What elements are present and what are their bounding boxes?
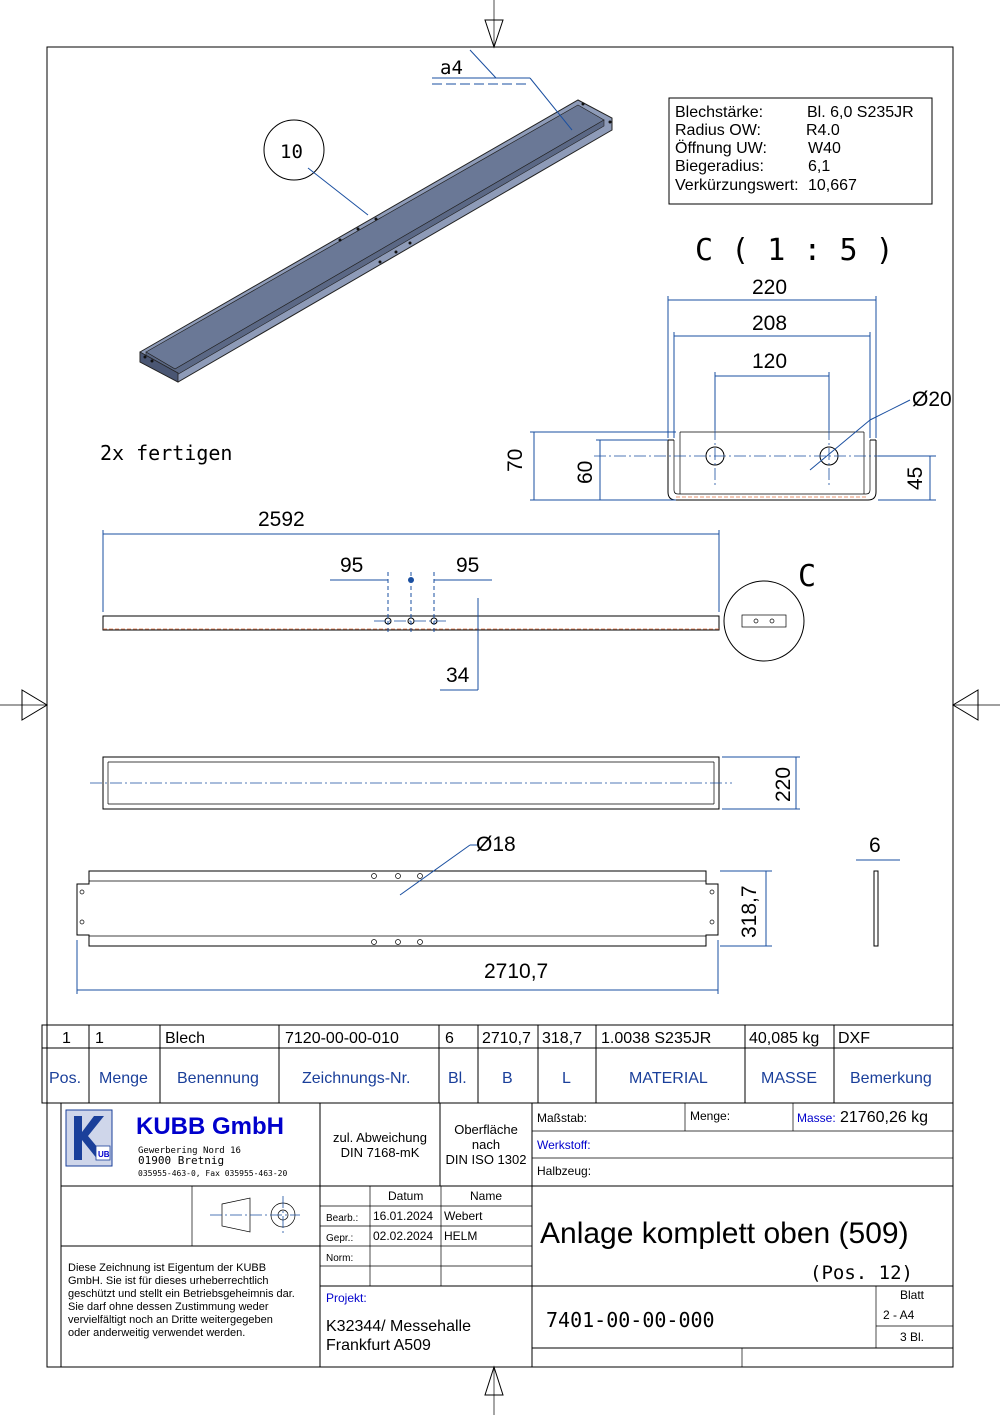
bom-hdr-menge: Menge — [99, 1070, 148, 1087]
title-block — [61, 1103, 953, 1367]
gepr-label: Gepr.: — [326, 1233, 354, 1244]
kubb-logo — [66, 1110, 112, 1166]
bom-hdr-bemerkung: Bemerkung — [850, 1070, 932, 1087]
info-label: Öffnung UW: — [675, 140, 767, 157]
surface-1: Oberfläche — [454, 1122, 518, 1137]
surface-2: nach — [471, 1137, 501, 1152]
bom-hdr-masse: MASSE — [761, 1070, 818, 1087]
dim-95-right: 95 — [456, 554, 480, 577]
mass-value: 21760,26 kg — [840, 1109, 929, 1126]
date-header: Datum — [388, 1189, 424, 1203]
production-note: 2x fertigen — [100, 441, 233, 465]
project-label: Projekt: — [326, 1291, 367, 1305]
bom-table — [42, 1025, 953, 1103]
bom-menge: 1 — [95, 1030, 104, 1047]
name-header: Name — [470, 1189, 503, 1203]
ownership-line: vervielfältigt noch an Dritte weitergegeben — [68, 1314, 273, 1326]
company-city: 01900 Bretnig — [138, 1154, 225, 1167]
dim-45: 45 — [904, 466, 927, 490]
bom-bemerkung: DXF — [838, 1030, 870, 1047]
bom-bl: 6 — [445, 1030, 454, 1047]
bom-hdr-b: B — [502, 1070, 513, 1087]
qty-label: Menge: — [690, 1109, 731, 1123]
side-view — [103, 508, 816, 690]
info-value: W40 — [808, 140, 841, 157]
dim-95-left: 95 — [340, 554, 364, 577]
tolerance-1: zul. Abweichung — [333, 1130, 427, 1145]
isometric-view — [140, 100, 612, 382]
weld-label: a4 — [440, 57, 463, 79]
dim-208: 208 — [752, 312, 788, 335]
sheet-count: 3 Bl. — [900, 1330, 925, 1344]
company-name: KUBB GmbH — [136, 1113, 284, 1140]
svg-text:UB: UB — [98, 1150, 110, 1159]
bom-hdr-zeichnung: Zeichnungs-Nr. — [302, 1070, 411, 1087]
mass-label: Masse: — [797, 1111, 836, 1125]
balloon-10 — [264, 120, 368, 215]
info-label: Blechstärke: — [675, 104, 764, 121]
projection-symbol-icon — [210, 1196, 300, 1234]
dim-220: 220 — [752, 276, 788, 299]
scale-label: Maßstab: — [537, 1111, 588, 1125]
sheet-label: Blatt — [900, 1288, 925, 1302]
bom-hdr-l: L — [562, 1070, 571, 1087]
bearb-name: Webert — [444, 1209, 483, 1223]
detail-c-label: C — [798, 559, 817, 594]
company-address: Gewerbering Nord 16 — [138, 1146, 241, 1156]
sheet-info-box — [669, 98, 932, 204]
surface-3: DIN ISO 1302 — [445, 1152, 527, 1167]
bom-hdr-pos: Pos. — [49, 1070, 82, 1087]
ownership-line: GmbH. Sie ist für dieses urheberrechtlich — [68, 1275, 269, 1287]
ownership-line: oder anderweitig verwendet werden. — [68, 1327, 246, 1339]
bom-hdr-bl: Bl. — [448, 1070, 467, 1087]
dim-2710-7: 2710,7 — [484, 960, 549, 983]
company-phone: 035955-463-0, Fax 035955-463-20 — [138, 1169, 288, 1178]
bom-b: 2710,7 — [482, 1030, 531, 1047]
gepr-name: HELM — [444, 1229, 478, 1243]
project-line-1: K32344/ Messehalle — [326, 1318, 471, 1335]
ownership-line: geschützt und stellt ein Betriebsgeheimnis dar. — [68, 1288, 295, 1300]
info-label: Verkürzungswert: — [675, 177, 799, 194]
detail-c-view — [504, 233, 952, 500]
drawing-title: Anlage komplett oben (509) — [540, 1217, 909, 1250]
bearb-date: 16.01.2024 — [373, 1209, 434, 1223]
gepr-date: 02.02.2024 — [373, 1229, 434, 1243]
bom-pos: 1 — [62, 1030, 71, 1047]
top-view — [90, 757, 800, 809]
project-line-2: Frankfurt A509 — [326, 1337, 431, 1354]
bom-masse: 40,085 kg — [749, 1030, 820, 1047]
drawing-number: 7401-00-00-000 — [546, 1308, 715, 1332]
dim-70: 70 — [504, 448, 527, 472]
dim-34: 34 — [446, 664, 470, 687]
balloon-label: 10 — [280, 141, 303, 163]
detail-title: C ( 1 : 5 ) — [695, 233, 894, 268]
info-label: Biegeradius: — [675, 158, 764, 175]
info-value: Bl. 6,0 S235JR — [807, 104, 914, 121]
info-value: R4.0 — [806, 122, 840, 139]
bom-hdr-benennung: Benennung — [177, 1070, 259, 1087]
sheet-number: 2 - A4 — [883, 1308, 915, 1322]
bom-l: 318,7 — [542, 1030, 583, 1047]
ownership-line: Diese Zeichnung ist Eigentum der KUBB — [68, 1262, 267, 1274]
ownership-line: Sie darf ohne dessen Zustimmung weder — [68, 1301, 269, 1313]
info-value: 10,667 — [808, 177, 857, 194]
bearb-label: Bearb.: — [326, 1213, 359, 1224]
bom-zeichnung: 7120-00-00-010 — [285, 1030, 399, 1047]
dim-120: 120 — [752, 350, 788, 373]
bom-material: 1.0038 S235JR — [601, 1030, 712, 1047]
bom-hdr-material: MATERIAL — [629, 1070, 708, 1087]
norm-label: Norm: — [326, 1253, 354, 1264]
dim-60: 60 — [574, 460, 597, 484]
dim-318-7: 318,7 — [738, 885, 761, 938]
semi-label: Halbzeug: — [537, 1164, 592, 1178]
flat-pattern-view — [77, 833, 900, 994]
info-label: Radius OW: — [675, 122, 761, 139]
material-label: Werkstoff: — [537, 1138, 591, 1152]
dim-dia20: Ø20 — [912, 388, 952, 411]
tolerance-2: DIN 7168-mK — [340, 1145, 420, 1160]
dim-220-top: 220 — [772, 766, 795, 802]
info-value: 6,1 — [808, 158, 831, 175]
dim-2592: 2592 — [258, 508, 305, 531]
dim-6: 6 — [869, 834, 881, 857]
dim-dia18: Ø18 — [476, 833, 516, 856]
drawing-subtitle: (Pos. 12) — [810, 1262, 913, 1284]
bom-benennung: Blech — [165, 1030, 206, 1047]
